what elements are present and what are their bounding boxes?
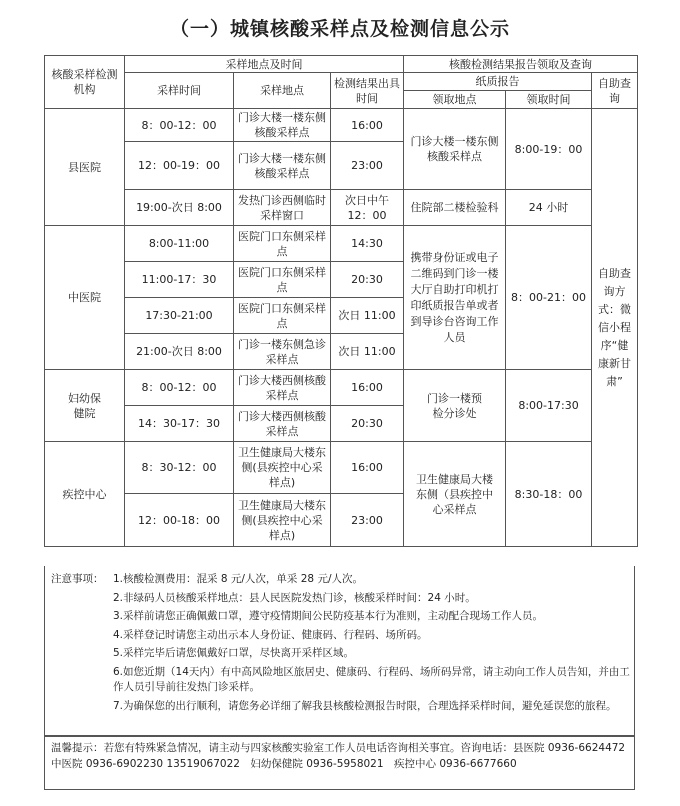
result-time: 次日中午12：00: [331, 190, 404, 226]
note-item: 7.为确保您的出行顺利，请您务必详细了解我县核酸检测报告时限，合理选择采样时间，避免延误您的旅程。: [113, 699, 617, 712]
header-pickup-place: 领取地点: [404, 91, 506, 109]
header-result-time: 检测结果出具时间: [331, 73, 404, 109]
pickup-place: 卫生健康局大楼东侧（县疾控中心采样点: [404, 442, 506, 547]
sampling-place: 医院门口东侧采样点: [234, 226, 331, 262]
note-item: 5.采样完毕后请您佩戴好口罩，尽快离开采样区域。: [113, 647, 355, 659]
institution-name: 县医院: [45, 109, 125, 226]
result-time: 23:00: [331, 494, 404, 547]
header-paper-report: 纸质报告: [404, 73, 592, 91]
result-time: 次日 11:00: [331, 298, 404, 334]
sampling-time: 12：00-19：00: [125, 142, 234, 190]
pickup-time: 8:00-19：00: [506, 109, 592, 190]
sampling-place: 门诊大楼西侧核酸采样点: [234, 406, 331, 442]
sampling-time: 8：00-12：00: [125, 370, 234, 406]
result-time: 16:00: [331, 442, 404, 494]
sampling-place: 门诊大楼西侧核酸采样点: [234, 370, 331, 406]
header-sampling-time: 采样时间: [125, 73, 234, 109]
sampling-time: 8：00-12：00: [125, 109, 234, 142]
pickup-place: 携带身份证或电子二维码到门诊一楼大厅自助打印机打印纸质报告单或者到导诊台咨询工作人员: [404, 226, 506, 370]
pickup-time: 24 小时: [506, 190, 592, 226]
note-item: 4.采样登记时请您主动出示本人身份证、健康码、行程码、场所码。: [113, 628, 428, 641]
pickup-time: 8：00-21：00: [506, 226, 592, 370]
header-sampling-place: 采样地点: [234, 73, 331, 109]
sampling-place: 医院门口东侧采样点: [234, 262, 331, 298]
result-time: 14:30: [331, 226, 404, 262]
self-query-info: 自助查询方式：微信小程序“健康新甘肃”: [592, 109, 638, 547]
result-time: 16:00: [331, 109, 404, 142]
sampling-place: 门诊大楼一楼东侧核酸采样点: [234, 109, 331, 142]
sampling-place: 卫生健康局大楼东侧(县疾控中心采样点): [234, 494, 331, 547]
notes-list: [113, 572, 631, 717]
pickup-place: 门诊一楼预检分诊处: [404, 370, 506, 442]
pickup-place: 住院部二楼检验科: [404, 190, 506, 226]
note-item: 1.核酸检测费用：混采 8 元/人次，单采 28 元/人次。: [113, 573, 363, 585]
pickup-time: 8:30-18：00: [506, 442, 592, 547]
notes-section: [44, 566, 635, 736]
header-report-group: 核酸检测结果报告领取及查询: [404, 56, 638, 73]
sampling-time: 21:00-次日 8:00: [125, 334, 234, 370]
result-time: 20:30: [331, 262, 404, 298]
page-title: （一）城镇核酸采样点及检测信息公示: [169, 18, 510, 40]
sampling-time: 12：00-18：00: [125, 494, 234, 547]
result-time: 23:00: [331, 142, 404, 190]
sampling-time: 17:30-21:00: [125, 298, 234, 334]
sampling-time: 19:00-次日 8:00: [125, 190, 234, 226]
header-self-query: 自助查询: [592, 73, 638, 109]
pickup-place: 门诊大楼一楼东侧核酸采样点: [404, 109, 506, 190]
header-org: 核酸采样检测机构: [45, 56, 125, 109]
result-time: 20:30: [331, 406, 404, 442]
institution-name: 中医院: [45, 226, 125, 370]
sampling-place: 门诊一楼东侧急诊采样点: [234, 334, 331, 370]
sampling-time: 8:00-11:00: [125, 226, 234, 262]
institution-name: 疾控中心: [45, 442, 125, 547]
sampling-time: 14：30-17：30: [125, 406, 234, 442]
pickup-time: 8:00-17:30: [506, 370, 592, 442]
testing-sites-table: [44, 55, 638, 547]
sampling-place: 发热门诊西侧临时采样窗口: [234, 190, 331, 226]
sampling-place: 门诊大楼一楼东侧核酸采样点: [234, 142, 331, 190]
warm-tip: 温馨提示：若您有特殊紧急情况，请主动与四家核酸实验室工作人员电话咨询相关事宜。咨询电话：县医院 0936-6624472 中医院 0936-6902230 13519067022 妇幼保健院 0936-5958021 疾控中心 0936-6677660: [44, 736, 635, 790]
note-item: 2.非绿码人员核酸采样地点：县人民医院发热门诊，核酸采样时间：24 小时。: [113, 591, 476, 604]
result-time: 次日 11:00: [331, 334, 404, 370]
header-sampling-group: 采样地点及时间: [125, 56, 404, 73]
institution-name: 妇幼保健院: [45, 370, 125, 442]
header-pickup-time: 领取时间: [506, 91, 592, 109]
result-time: 16:00: [331, 370, 404, 406]
note-item: 6.如您近期（14天内）有中高风险地区旅居史、健康码、行程码、场所码异常，请主动向工作人员告知，并由工作人员引导前往发热门诊采样。: [113, 665, 630, 693]
sampling-time: 11:00-17：30: [125, 262, 234, 298]
sampling-place: 医院门口东侧采样点: [234, 298, 331, 334]
sampling-time: 8：30-12：00: [125, 442, 234, 494]
note-item: 3.采样前请您正确佩戴口罩，遵守疫情期间公民防疫基本行为准则，主动配合现场工作人员。: [113, 610, 544, 622]
notes-label: 注意事项：: [51, 573, 104, 585]
sampling-place: 卫生健康局大楼东侧(县疾控中心采样点): [234, 442, 331, 494]
